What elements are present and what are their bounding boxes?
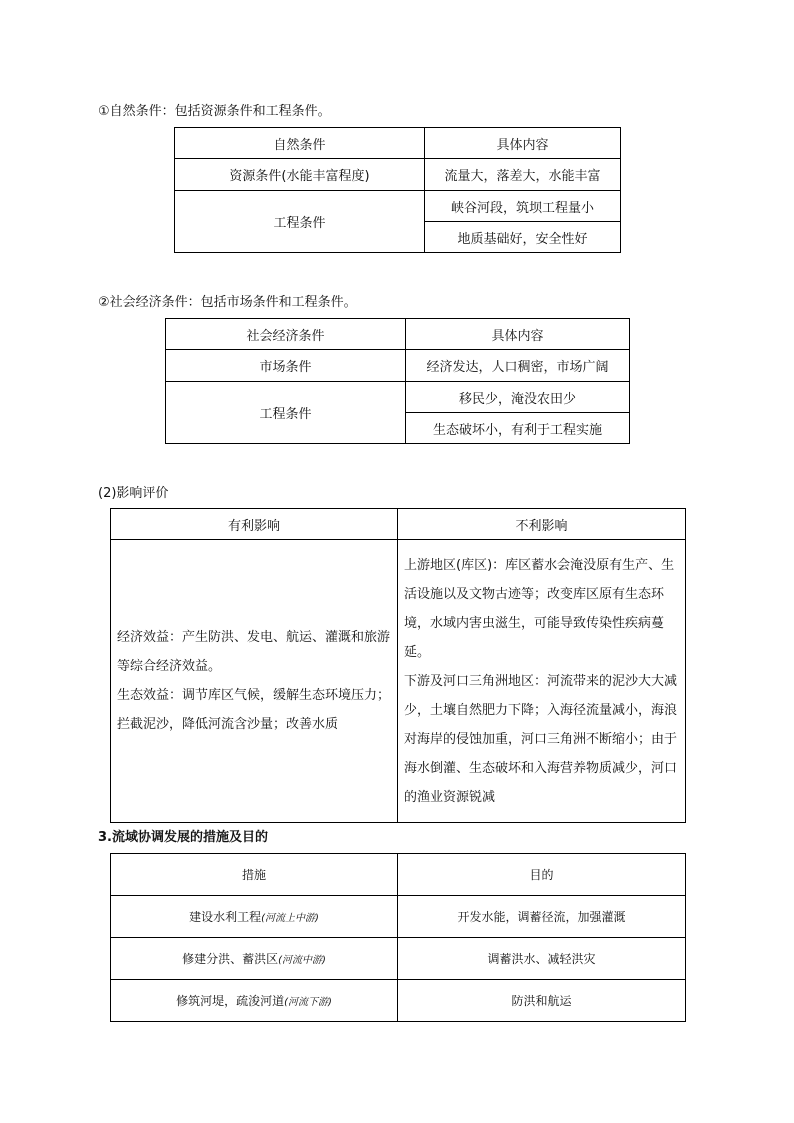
upstream-impacts: 上游地区(库区)：库区蓄水会淹没原有生产、生活设施以及文物古迹等；改变库区原有生态环境，水域内害虫滋生，可能导致传染性疾病蔓延。 <box>404 557 675 660</box>
unfavorable-impacts <box>398 540 686 823</box>
purpose-cell: 防洪和航运 <box>398 980 686 1022</box>
measure-location: (河流中游) <box>278 955 326 966</box>
measure-text: 修筑河堤，疏浚河道 <box>176 994 285 1008</box>
downstream-impacts: 下游及河口三角洲地区：河流带来的泥沙大大减少，土壤自然肥力下降；入海径流量减小，海浪对海岸的侵蚀加重，河口三角洲不断缩小；由于海水倒灌、生态破坏和入海营养物质减少，河口的渔业资源锐减 <box>404 673 678 805</box>
header-unfavorable: 不利影响 <box>398 509 686 540</box>
header-favorable: 有利影响 <box>111 509 398 540</box>
engineering-conditions-content-1: 移民少，淹没农田少 <box>406 382 630 413</box>
measures-table <box>110 853 686 1022</box>
header-natural-conditions: 自然条件 <box>175 128 425 159</box>
header-socioeconomic-conditions: 社会经济条件 <box>166 319 406 350</box>
measure-text: 修建分洪、蓄洪区 <box>182 952 279 966</box>
measure-location: (河流上中游) <box>261 913 319 924</box>
engineering-conditions-content-1: 峡谷河段，筑坝工程量小 <box>425 191 621 222</box>
impact-evaluation-table <box>110 508 686 823</box>
economic-benefits: 经济效益：产生防洪、发电、航运、灌溉和旅游等综合经济效益。 <box>117 630 391 674</box>
measure-location: (河流下游) <box>284 997 332 1008</box>
section4-heading: 3.流域协调发展的措施及目的 <box>98 830 268 845</box>
section1-heading: ①自然条件：包括资源条件和工程条件。 <box>98 104 331 119</box>
measure-text: 建设水利工程 <box>189 910 262 924</box>
ecological-benefits: 生态效益：调节库区气候，缓解生态环境压力；拦截泥沙，降低河流含沙量；改善水质 <box>117 688 391 732</box>
engineering-conditions-content-2: 地质基础好，安全性好 <box>425 222 621 253</box>
natural-conditions-table <box>174 127 621 253</box>
header-measures: 措施 <box>111 854 398 896</box>
measure-cell <box>111 896 398 938</box>
favorable-impacts <box>111 540 398 823</box>
market-conditions-content: 经济发达，人口稠密，市场广阔 <box>406 350 630 382</box>
header-content: 具体内容 <box>425 128 621 159</box>
market-conditions-label: 市场条件 <box>166 350 406 382</box>
resource-conditions-label: 资源条件(水能丰富程度) <box>175 159 425 191</box>
header-purpose: 目的 <box>398 854 686 896</box>
measure-cell <box>111 938 398 980</box>
socioeconomic-conditions-table <box>165 318 630 444</box>
purpose-cell: 调蓄洪水、减轻洪灾 <box>398 938 686 980</box>
purpose-cell: 开发水能，调蓄径流，加强灌溉 <box>398 896 686 938</box>
measure-cell <box>111 980 398 1022</box>
section2-heading: ②社会经济条件：包括市场条件和工程条件。 <box>98 295 357 310</box>
header-content: 具体内容 <box>406 319 630 350</box>
engineering-conditions-label: 工程条件 <box>166 382 406 444</box>
section3-heading: (2)影响评价 <box>98 486 169 501</box>
engineering-conditions-label: 工程条件 <box>175 191 425 253</box>
resource-conditions-content: 流量大，落差大，水能丰富 <box>425 159 621 191</box>
engineering-conditions-content-2: 生态破坏小，有利于工程实施 <box>406 413 630 444</box>
